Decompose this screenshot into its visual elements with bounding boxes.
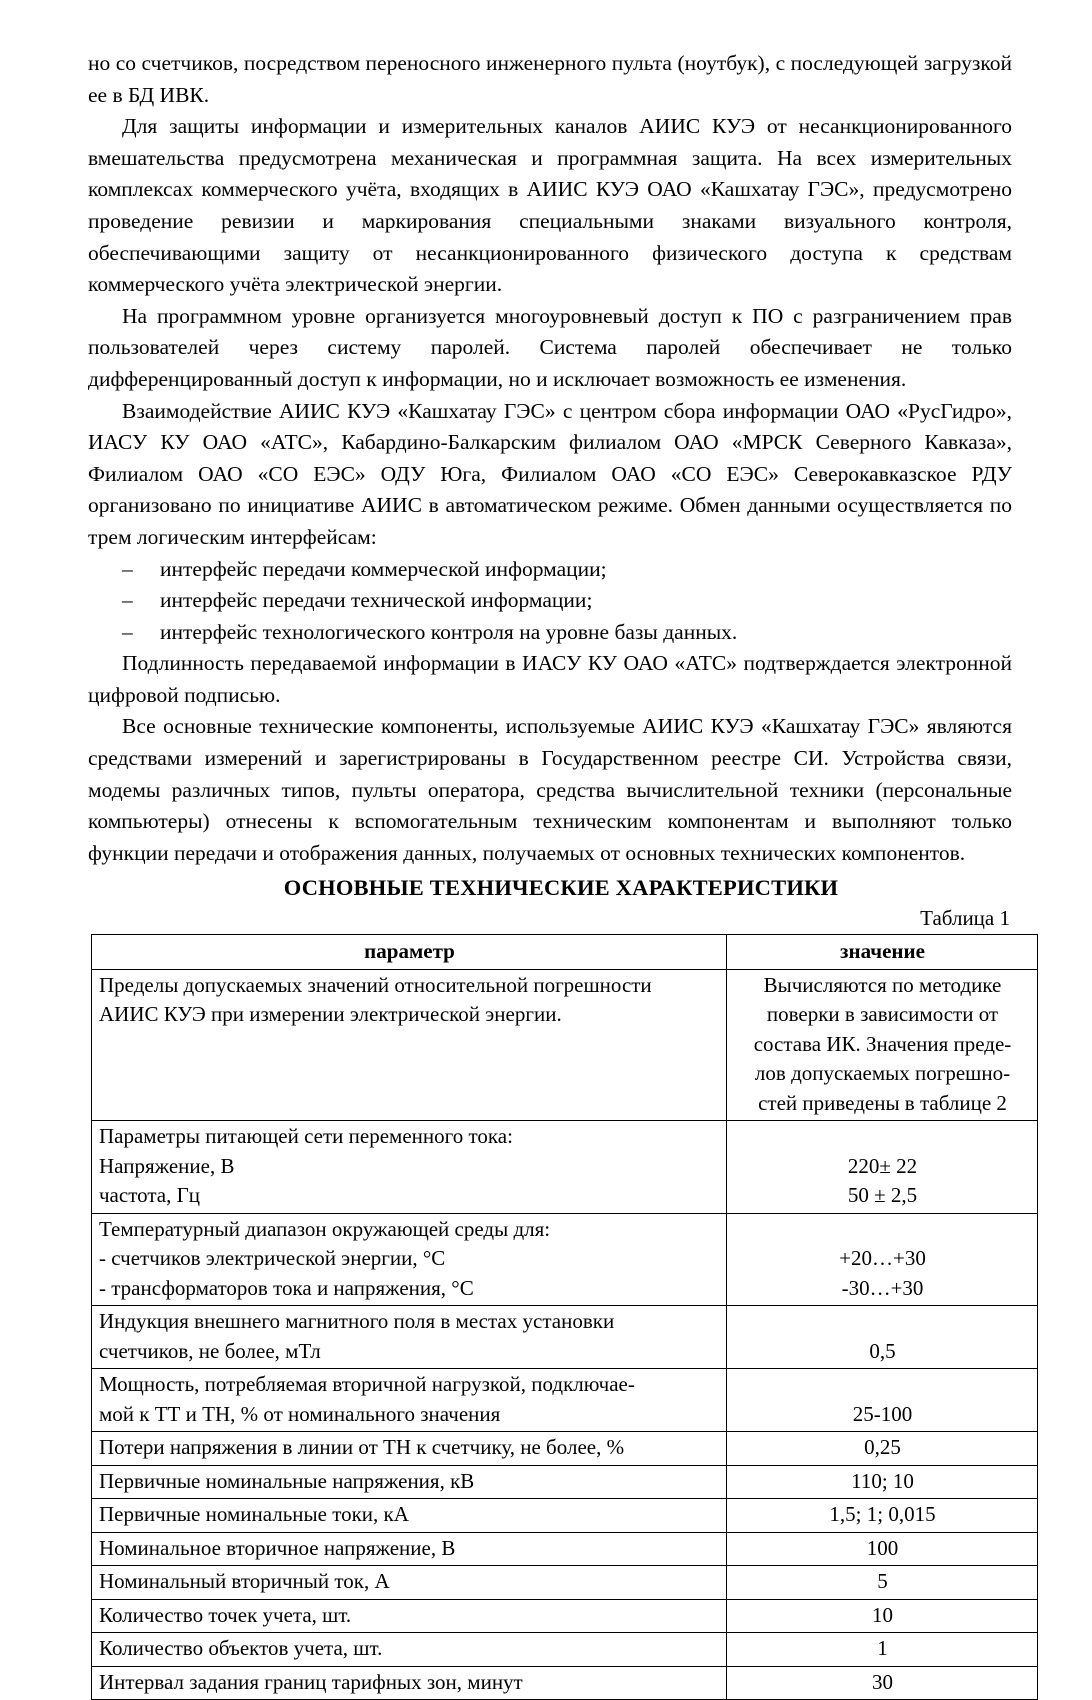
list-item bbox=[88, 585, 1012, 617]
parameter-cell bbox=[92, 1306, 727, 1369]
paragraph-interaction: Взаимодействие АИИС КУЭ «Кашхатау ГЭС» с центром сбора информации ОАО «РусГидро», ИАСУ КУ ОАО «АТС», Кабардино-Балкарским филиалом ОАО «МРСК Северного Кавказа», Филиалом ОАО «СО ЕЭС» ОДУ Юга, Филиалом ОАО «СО ЕЭС» Северокавказское РДУ организовано по инициативе АИИС в автоматическом режиме. Обмен данными осуществляется по трем логическим интерфейсам: bbox=[88, 398, 1012, 549]
value-cell bbox=[727, 1499, 1038, 1533]
list-item bbox=[88, 554, 1012, 586]
list-item-label: интерфейс технологического контроля на уровне базы данных. bbox=[160, 619, 738, 644]
value-line: 1 bbox=[877, 1636, 888, 1661]
specifications-table bbox=[91, 934, 1038, 1700]
value-line: поверки в зависимости от bbox=[766, 1002, 999, 1027]
table-header-row bbox=[92, 935, 1038, 970]
list-bullet: – bbox=[122, 588, 133, 613]
parameter-cell bbox=[92, 1532, 727, 1566]
paragraph-software-access: На программном уровне организуется многоуровневый доступ к ПО с разграничением прав пользователей через систему паролей. Система паролей обеспечивает не только дифференцированный доступ к информации, но и исключает возможность ее изменения. bbox=[88, 303, 1012, 391]
parameter-line: АИИС КУЭ при измерении электрической энергии. bbox=[99, 1002, 562, 1027]
value-line: 0,25 bbox=[864, 1435, 901, 1460]
value-line: стей приведены в таблице 2 bbox=[758, 1090, 1007, 1115]
list-bullet: – bbox=[122, 619, 133, 644]
parameter-line: мой к ТТ и ТН, % от номинального значения bbox=[99, 1401, 501, 1426]
parameter-line: Номинальный вторичный ток, А bbox=[99, 1569, 390, 1594]
parameter-line: Пределы допускаемых значений относительной погрешности bbox=[99, 972, 652, 997]
parameter-cell bbox=[92, 1121, 727, 1214]
parameter-cell bbox=[92, 1432, 727, 1466]
parameter-cell bbox=[92, 1666, 727, 1700]
table-row bbox=[92, 1121, 1038, 1214]
value-line: 30 bbox=[872, 1669, 893, 1694]
value-cell bbox=[727, 1465, 1038, 1499]
parameter-line: Мощность, потребляемая вторичной нагрузкой, подключае- bbox=[99, 1372, 635, 1397]
parameter-line: - трансформаторов тока и напряжения, °С bbox=[99, 1275, 474, 1300]
column-header-value: значение bbox=[727, 935, 1038, 970]
value-line: 100 bbox=[866, 1535, 899, 1560]
parameter-line: Температурный диапазон окружающей среды для: bbox=[99, 1216, 551, 1241]
parameter-cell bbox=[92, 1599, 727, 1633]
value-line: Вычисляются по методике bbox=[763, 972, 1002, 997]
page-title: ОСНОВНЫЕ ТЕХНИЧЕСКИЕ ХАРАКТЕРИСТИКИ bbox=[283, 875, 839, 901]
parameter-line: Напряжение, В bbox=[99, 1153, 235, 1178]
value-line: 50 ± 2,5 bbox=[847, 1183, 918, 1208]
value-line: 1,5; 1; 0,015 bbox=[829, 1502, 936, 1527]
parameter-cell bbox=[92, 1633, 727, 1667]
parameter-cell bbox=[92, 1213, 727, 1306]
value-line: 0,5 bbox=[869, 1338, 896, 1363]
paragraph-protection: Для защиты информации и измерительных каналов АИИС КУЭ от несанкционированного вмешательства предусмотрена механическая и программная защита. На всех измерительных комплексах коммерческого учёта, входящих в АИИС КУЭ ОАО «Кашхатау ГЭС», предусмотрено проведение ревизии и маркирования специальными знаками визуального контроля, обеспечивающими защиту от несанкционированного физического доступа к средствам коммерческого учёта электрической энергии. bbox=[88, 114, 1012, 297]
value-line: 110; 10 bbox=[851, 1468, 914, 1493]
table-row bbox=[92, 1213, 1038, 1306]
value-cell bbox=[727, 1599, 1038, 1633]
value-cell bbox=[727, 1666, 1038, 1700]
value-line: 5 bbox=[877, 1569, 888, 1594]
paragraph-authenticity: Подлинность передаваемой информации в ИАСУ КУ ОАО «АТС» подтверждается электронной цифровой подписью. bbox=[88, 651, 1012, 707]
value-cell bbox=[727, 1121, 1038, 1214]
value-spacer bbox=[734, 1370, 1031, 1400]
parameter-line: Количество объектов учета, шт. bbox=[99, 1636, 383, 1661]
value-cell bbox=[727, 969, 1038, 1121]
table-row bbox=[92, 1532, 1038, 1566]
table-row bbox=[92, 1369, 1038, 1432]
parameter-line: Потери напряжения в линии от ТН к счетчику, не более, % bbox=[99, 1435, 625, 1460]
value-cell bbox=[727, 1432, 1038, 1466]
value-line: -30…+30 bbox=[841, 1275, 924, 1300]
table-body bbox=[92, 969, 1038, 1700]
table-row bbox=[92, 1599, 1038, 1633]
value-line: состава ИК. Значения преде- bbox=[753, 1031, 1012, 1056]
list-item bbox=[88, 617, 1012, 649]
value-cell bbox=[727, 1369, 1038, 1432]
table-row bbox=[92, 969, 1038, 1121]
value-cell bbox=[727, 1532, 1038, 1566]
table-row bbox=[92, 1633, 1038, 1667]
parameter-line: счетчиков, не более, мТл bbox=[99, 1338, 321, 1363]
list-item-label: интерфейс передачи коммерческой информации; bbox=[160, 556, 607, 581]
value-line: 10 bbox=[872, 1602, 893, 1627]
value-line: 220± 22 bbox=[847, 1153, 918, 1178]
table-caption: Таблица 1 bbox=[920, 906, 1010, 931]
value-cell bbox=[727, 1566, 1038, 1600]
table-row bbox=[92, 1432, 1038, 1466]
value-line: +20…+30 bbox=[839, 1246, 926, 1271]
value-spacer bbox=[734, 1122, 1031, 1152]
parameter-cell bbox=[92, 1566, 727, 1600]
parameter-line: Интервал задания границ тарифных зон, минут bbox=[99, 1669, 523, 1694]
value-cell bbox=[727, 1633, 1038, 1667]
value-spacer bbox=[734, 1307, 1031, 1337]
column-header-parameter: параметр bbox=[92, 935, 727, 970]
parameter-line: Индукция внешнего магнитного поля в местах установки bbox=[99, 1309, 615, 1334]
table-row bbox=[92, 1666, 1038, 1700]
parameter-line: Первичные номинальные токи, кА bbox=[99, 1502, 409, 1527]
value-line: лов допускаемых погрешно- bbox=[754, 1061, 1011, 1086]
value-cell bbox=[727, 1306, 1038, 1369]
list-bullet: – bbox=[122, 556, 133, 581]
paragraph-continuation: но со счетчиков, посредством переносного инженерного пульта (ноутбук), с последующей загрузкой ее в БД ИВК. bbox=[88, 51, 1012, 107]
table-row bbox=[92, 1306, 1038, 1369]
parameter-line: Параметры питающей сети переменного тока: bbox=[99, 1124, 513, 1149]
parameter-cell bbox=[92, 1465, 727, 1499]
parameter-line: Первичные номинальные напряжения, кВ bbox=[99, 1468, 475, 1493]
table-row bbox=[92, 1499, 1038, 1533]
paragraph-components: Все основные технические компоненты, используемые АИИС КУЭ «Кашхатау ГЭС» являются средствами измерений и зарегистрированы в Государственном реестре СИ. Устройства связи, модемы различных типов, пульты оператора, средства вычислительной техники (персональные компьютеры) отнесены к вспомогательным техническим компонентам и выполняют только функции передачи и отображения данных, получаемых от основных технических компонентов. bbox=[88, 714, 1012, 865]
table-row bbox=[92, 1465, 1038, 1499]
page-content bbox=[88, 48, 1012, 1700]
parameter-cell bbox=[92, 1499, 727, 1533]
parameter-line: Количество точек учета, шт. bbox=[99, 1602, 352, 1627]
parameter-line: - счетчиков электрической энергии, °С bbox=[99, 1246, 446, 1271]
value-spacer bbox=[734, 1215, 1031, 1245]
table-row bbox=[92, 1566, 1038, 1600]
parameter-line: Номинальное вторичное напряжение, В bbox=[99, 1535, 456, 1560]
parameter-cell bbox=[92, 1369, 727, 1432]
value-cell bbox=[727, 1213, 1038, 1306]
value-line: 25-100 bbox=[852, 1401, 913, 1426]
parameter-line: частота, Гц bbox=[99, 1183, 200, 1208]
list-item-label: интерфейс передачи технической информации; bbox=[160, 588, 593, 613]
interface-list bbox=[88, 554, 1012, 649]
parameter-cell bbox=[92, 969, 727, 1121]
